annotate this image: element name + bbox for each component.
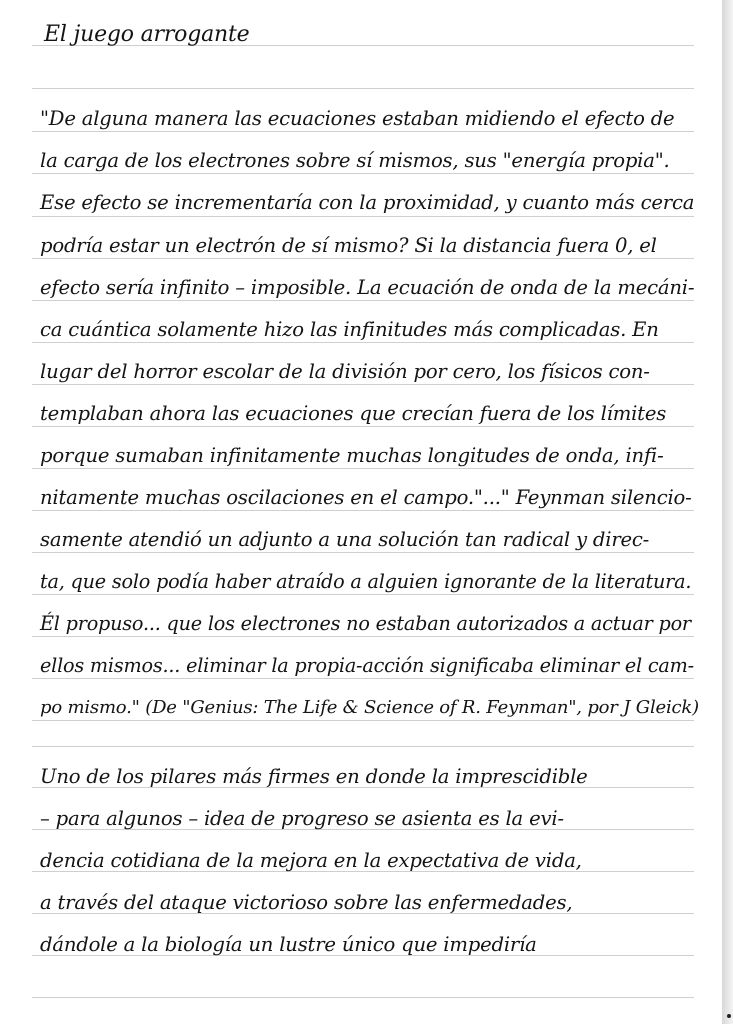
ruled-line bbox=[32, 746, 694, 747]
text-line: ellos mismos... eliminar la propia-acción significaba eliminar el cam- bbox=[40, 654, 694, 677]
text-line: templaban ahora las ecuaciones que crecían fuera de los límites bbox=[40, 402, 667, 425]
text-line: la carga de los electrones sobre sí mismos, sus "energía propia". bbox=[40, 149, 670, 172]
text-line: lugar del horror escolar de la división por cero, los físicos con- bbox=[40, 360, 650, 383]
text-line: nitamente muchas oscilaciones en el campo."..." Feynman silencio- bbox=[40, 486, 692, 509]
text-line: a través del ataque victorioso sobre las enfermedades, bbox=[40, 891, 573, 914]
text-line: "De alguna manera las ecuaciones estaban midiendo el efecto de bbox=[40, 107, 675, 130]
text-line: samente atendió un adjunto a una solución tan radical y direc- bbox=[40, 528, 650, 551]
text-line: podría estar un electrón de sí mismo? Si la distancia fuera 0, el bbox=[40, 234, 657, 257]
ruled-line bbox=[32, 997, 694, 998]
ruled-line bbox=[32, 88, 694, 89]
text-line: efecto sería infinito – imposible. La ecuación de onda de la mecáni- bbox=[40, 276, 695, 299]
text-line: dándole a la biología un lustre único que impediría bbox=[40, 933, 537, 956]
text-line: Ese efecto se incrementaría con la proximidad, y cuanto más cerca bbox=[40, 191, 695, 214]
text-line: Uno de los pilares más firmes en donde la imprescidible bbox=[40, 765, 588, 788]
text-line: ta, que solo podía haber atraído a alguien ignorante de la literatura. bbox=[40, 570, 692, 593]
page-title: El juego arrogante bbox=[44, 22, 250, 47]
text-line: – para algunos – idea de progreso se asienta es la evi- bbox=[40, 807, 564, 830]
page-mark bbox=[727, 1014, 731, 1018]
text-line: porque sumaban infinitamente muchas longitudes de onda, infi- bbox=[40, 444, 664, 467]
text-line: dencia cotidiana de la mejora en la expectativa de vida, bbox=[40, 849, 582, 872]
page-edge bbox=[722, 0, 733, 1024]
text-line: ca cuántica solamente hizo las infinitudes más complicadas. En bbox=[40, 318, 659, 341]
text-line: Él propuso... que los electrones no estaban autorizados a actuar por bbox=[40, 612, 691, 635]
ruled-line bbox=[32, 216, 694, 217]
text-line: po mismo." (De "Genius: The Life & Science of R. Feynman", por J Gleick) bbox=[40, 697, 699, 718]
